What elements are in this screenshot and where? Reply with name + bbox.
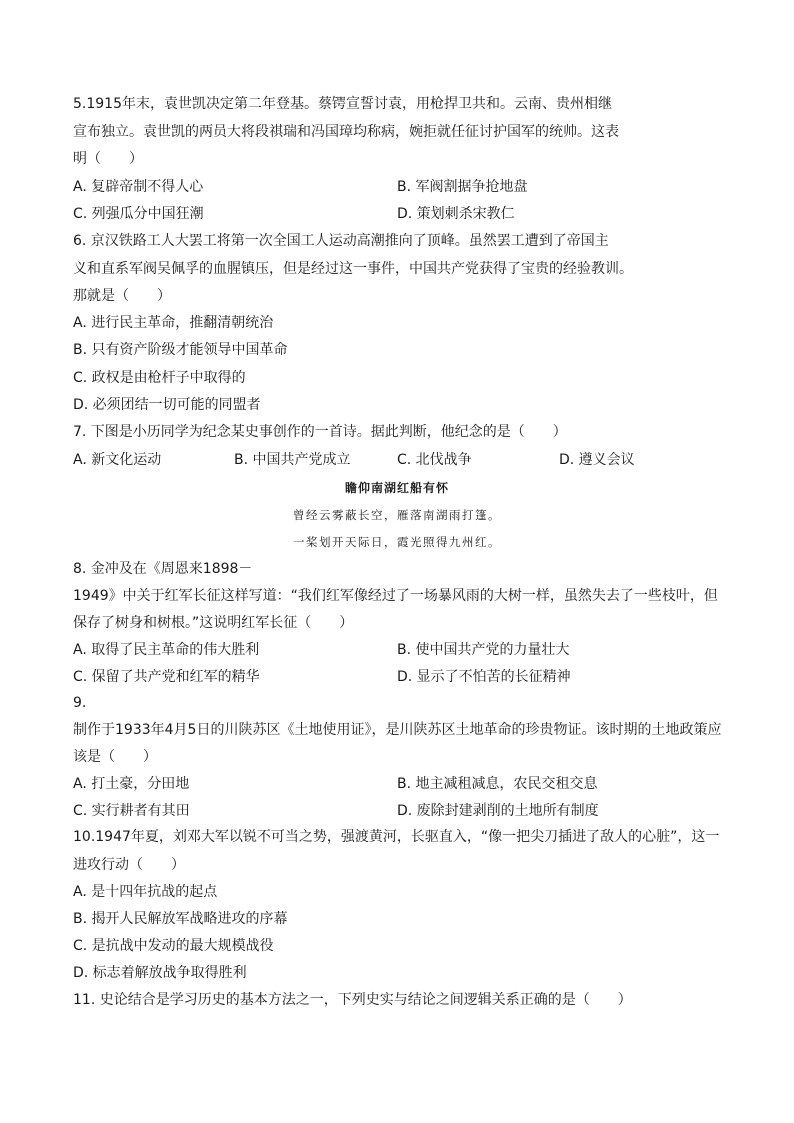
q10-option-b[interactable]: B. 揭开人民解放军战略进攻的序幕 [73,911,288,927]
q8-option-c[interactable]: C. 保留了共产党和红军的精华 [73,669,260,685]
q6-stem-line-1: 6. 京汉铁路工人大罢工将第一次全国工人运动高潮推向了顶峰。虽然罢工遭到了帝国主 [73,233,609,249]
q9-option-c[interactable]: C. 实行耕者有其田 [73,803,190,819]
q7-option-d[interactable]: D. 遵义会议 [559,452,635,468]
q5-option-c[interactable]: C. 列强瓜分中国狂潮 [73,206,204,222]
q7-option-c[interactable]: C. 北伐战争 [397,452,472,468]
q5-option-d[interactable]: D. 策划刺杀宋教仁 [397,206,515,222]
q10-option-a[interactable]: A. 是十四年抗战的起点 [73,884,218,900]
q5-stem-line-3: 明（ ） [73,151,143,167]
q8-stem-line-1: 8. 金冲及在《周恩来1898－ [73,561,253,577]
q5-stem-line-2: 宣布独立。袁世凯的两员大将段祺瑞和冯国璋均称病，婉拒就任征讨护国军的统帅。这表 [73,124,619,140]
q8-option-d[interactable]: D. 显示了不怕苦的长征精神 [397,669,571,685]
q9-option-b[interactable]: B. 地主减租减息，农民交租交息 [397,776,598,792]
q10-option-c[interactable]: C. 是抗战中发动的最大规模战役 [73,938,274,954]
q8-stem-line-2: 1949》中关于红军长征这样写道：“我们红军像经过了一场暴风雨的大树一样，虽然失去了一些枝叶，但 [73,588,718,604]
q6-stem-line-3: 那就是（ ） [73,288,171,304]
q9-number: 9. [73,695,87,711]
q7-stem-line-1: 7. 下图是小历同学为纪念某史事创作的一首诗。据此判断，他纪念的是（ ） [73,424,567,440]
q9-stem-line-2: 该是（ ） [73,749,157,765]
poem-line-2: 一桨划开天际日，霞光照得九州红。 [293,535,501,549]
q5-stem-line-1: 5.1915年末，袁世凯决定第二年登基。蔡锷宣誓讨袁，用枪捍卫共和。云南、贵州相继 [73,96,612,112]
q10-option-d[interactable]: D. 标志着解放战争取得胜利 [73,965,247,981]
q9-option-a[interactable]: A. 打土豪，分田地 [73,776,190,792]
q6-stem-line-2: 义和直系军阀吴佩孚的血腥镇压，但是经过这一事件，中国共产党获得了宝贵的经验教训。 [73,261,633,277]
q8-stem-line-3: 保存了树身和树根。”这说明红军长征（ ） [73,615,354,631]
poem-line-1: 曾经云雾蔽长空，雁落南湖雨打篷。 [293,508,501,522]
q5-option-b[interactable]: B. 军阀割据争抢地盘 [397,179,528,195]
q10-stem-line-2: 进攻行动（ ） [73,857,185,873]
q6-option-c[interactable]: C. 政权是由枪杆子中取得的 [73,370,246,386]
q7-option-a[interactable]: A. 新文化运动 [73,452,162,468]
q5-option-a[interactable]: A. 复辟帝制不得人心 [73,179,204,195]
q6-option-a[interactable]: A. 进行民主革命，推翻清朝统治 [73,315,274,331]
q9-option-d[interactable]: D. 废除封建剥削的土地所有制度 [397,803,599,819]
q8-option-b[interactable]: B. 使中国共产党的力量壮大 [397,642,570,658]
q10-stem-line-1: 10.1947年夏，刘邓大军以锐不可当之势，强渡黄河，长驱直入，“像一把尖刀插进了敌人的心脏”，这一 [73,829,720,845]
poem-title: 瞻仰南湖红船有怀 [344,481,449,495]
q9-stem-line-1: 制作于1933年4月5日的川陕苏区《土地使用证》，是川陕苏区土地革命的珍贵物证。该时期的土地政策应 [73,722,722,738]
q6-option-b[interactable]: B. 只有资产阶级才能领导中国革命 [73,342,288,358]
q6-option-d[interactable]: D. 必须团结一切可能的同盟者 [73,397,261,413]
q8-option-a[interactable]: A. 取得了民主革命的伟大胜利 [73,642,260,658]
q11-stem-line-1: 11. 史论结合是学习历史的基本方法之一，下列史实与结论之间逻辑关系正确的是（ ） [73,992,632,1008]
q7-option-b[interactable]: B. 中国共产党成立 [234,452,351,468]
